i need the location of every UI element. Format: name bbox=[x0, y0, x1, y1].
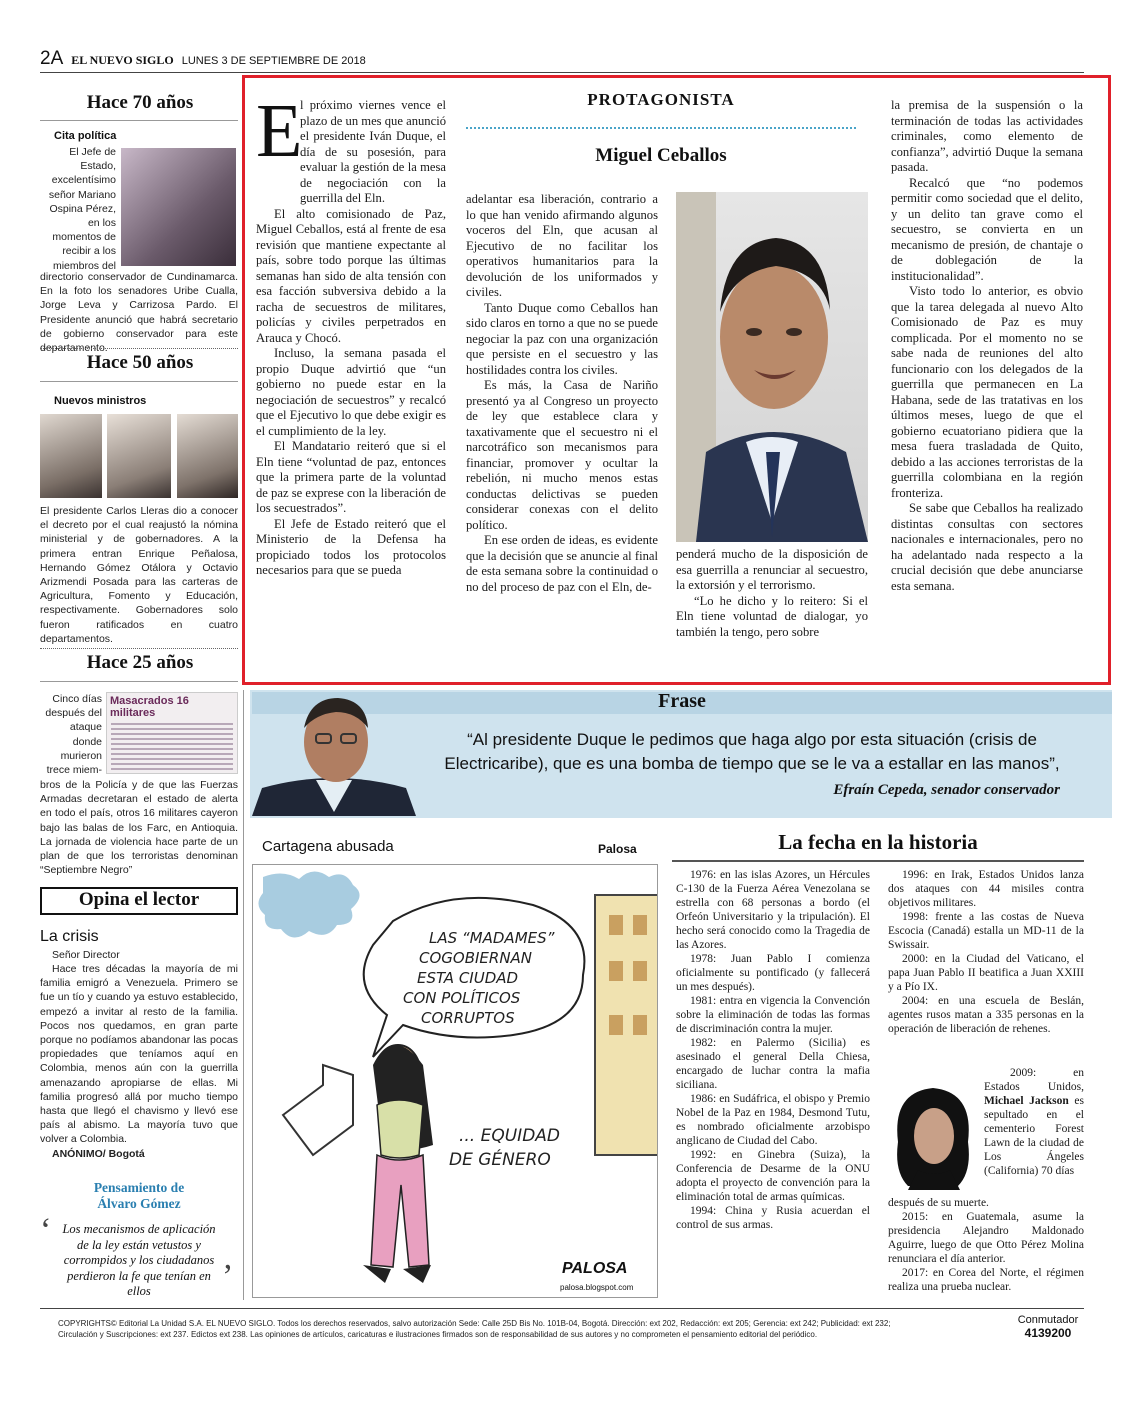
frase-title: Frase bbox=[658, 690, 706, 712]
pensamiento-close-mark: ’ bbox=[222, 1258, 234, 1295]
historia-col-1 bbox=[676, 868, 870, 1232]
h25-clip-title: Masacrados 16 militares bbox=[110, 695, 189, 719]
historia-1992: 1992: en Ginebra (Suiza), la Conferencia de Desarme de la ONU adopta el proyecto de convención para la eliminación total de armas químicas. bbox=[676, 1149, 870, 1203]
h70-title: Hace 70 años bbox=[86, 92, 194, 113]
pensamiento-title-2: Álvaro Gómez bbox=[97, 1196, 181, 1211]
historia-2009-end: después de su muerte. bbox=[888, 1197, 989, 1209]
protagonista-p1-1: l próximo viernes vence el plazo de un mes que anunció el presidente Iván Duque, el día de su posesión, para evaluar la gestión de la mesa de negociación con la guerrilla del Eln. bbox=[300, 98, 446, 205]
cartoon-artist: Palosa bbox=[598, 842, 637, 856]
historia-1986: 1986: en Sudáfrica, el obispo y Premio Nobel de la Paz en 1984, Desmond Tutu, es nombrado oficialmente arzobispo anglicano de Ciudad del Cabo. bbox=[676, 1093, 870, 1147]
h50-subtitle: Nuevos ministros bbox=[54, 395, 147, 407]
historia-2017: 2017: en Corea del Norte, el régimen realiza una prueba nuclear. bbox=[888, 1267, 1084, 1293]
historia-2015: 2015: en Guatemala, asume la presidencia Alejandro Maldonado Aguirre, luego de que Otto Pérez Molina renunciara el día anterior. bbox=[888, 1211, 1084, 1265]
cartoon-frame bbox=[252, 864, 658, 1298]
historia-1996: 1996: en Irak, Estados Unidos lanza dos ataques con 44 misiles contra objetivos militares. bbox=[888, 869, 1084, 909]
protagonista-p1-4: El Mandatario reiteró que si el Eln tiene “voluntad de paz, entonces que la primera parte de la voluntad de paz se exprese con la liberación de los secuestrados”. bbox=[256, 439, 446, 515]
footer-switch-label: Conmutador bbox=[1017, 1314, 1079, 1326]
pensamiento-quote: Los mecanismos de aplicación de la ley están vetustos y corrompidos y los ciudadanos perdieron la fe que tenían en ellos bbox=[62, 1222, 216, 1298]
cartoon-signature: PALOSA bbox=[562, 1260, 628, 1277]
protagonista-col-2 bbox=[466, 192, 658, 595]
header-rule bbox=[40, 72, 1084, 73]
protagonista-p2-3: Es más, la Casa de Nariño presentó ya al Congreso un proyecto de ley que establece clara y taxativamente que el secuestro ni el narcotráfico son mecanismos para financiar, promover y ocultar la rebelión, ni mucho menos estas conductas delictivas se pueden considerar conexas con el delito político. bbox=[466, 378, 658, 532]
historia-1982: 1982: en Palermo (Sicilia) es asesinado el general Della Chiesa, encargado de luchar contra la mafia siciliana. bbox=[676, 1037, 870, 1091]
cartoon-caption-text: ... EQUIDAD DE GÉNERO bbox=[449, 1126, 561, 1170]
protagonista-p4-2: Recalcó que “no podemos permitir como sociedad que el delito, y un delito tan grave como el secuestro, se convierta en un mecanismo de presión, de chantaje o de doblegación de la institucionalidad”. bbox=[891, 175, 1083, 283]
h25-text-full: bros de la Policía y de que las Fuerzas Armadas decretaran el estado de alerta en todo el país, otros 16 militares cayeron bajo las balas de los Farc, en Antioquia. La jornada de violencia hace parte de un plan de que los terroristas denominan “Septiembre Negro” bbox=[40, 779, 238, 877]
h70-separator bbox=[40, 348, 238, 349]
footer-rule bbox=[40, 1308, 1084, 1309]
footer-switch bbox=[1012, 1314, 1084, 1340]
protagonista-name: Miguel Ceballos bbox=[595, 145, 727, 166]
historia-1978: 1978: Juan Pablo I comienza oficialmente su pontificado (y fallecerá un mes después). bbox=[676, 953, 870, 993]
ceballos-portrait-icon bbox=[676, 192, 868, 542]
historia-col-2b bbox=[888, 1196, 1084, 1294]
h50-photo-2 bbox=[107, 414, 171, 498]
historia-1981: 1981: entra en vigencia la Convención sobre la eliminación de todas las formas de discriminación contra la mujer. bbox=[676, 995, 870, 1035]
historia-2009-pre: 2009: en Estados Unidos, bbox=[984, 1067, 1084, 1093]
h50-separator bbox=[40, 648, 238, 649]
pensamiento-title bbox=[40, 1180, 238, 1212]
protagonista-col-3 bbox=[676, 547, 868, 640]
lector-salutation: Señor Director bbox=[52, 949, 120, 961]
protagonista-p1-2: El alto comisionado de Paz, Miguel Ceballos, está al frente de esa revisión que mantiene expectante al país, sobre todo porque las últimas semanas han sido de alta tensión con esa facción subversiva debido a la racha de secuestros de militares, policías y civiles perpetrados en Arauca y Chocó. bbox=[256, 206, 446, 345]
protagonista-col-1 bbox=[256, 89, 446, 579]
page-header bbox=[40, 48, 1084, 74]
protagonista-p3-2: “Lo he dicho y lo reitero: Si el Eln tiene voluntad de dialogar, yo también la tengo, pero sobre bbox=[676, 593, 868, 639]
pensamiento-open-mark: ‘ bbox=[40, 1212, 52, 1249]
protagonista-p4-1: la premisa de la suspensión o la terminación de todas las actividades criminales, como elemento de confianza”, advirtió Duque la semana pasada. bbox=[891, 98, 1083, 174]
h25-clip-lines bbox=[111, 723, 233, 774]
cepeda-photo bbox=[252, 688, 416, 816]
protagonista-p3-1: penderá mucho de la disposición de esa guerrilla a renunciar al secuestro, la extorsión y el terrorismo. bbox=[676, 547, 868, 592]
issue-date: LUNES 3 DE SEPTIEMBRE DE 2018 bbox=[181, 55, 366, 67]
newspaper-name: EL NUEVO SIGLO bbox=[71, 53, 174, 67]
historia-1976: 1976: en las islas Azores, un Hércules C-130 de la Fuerza Aérea Venezolana se estrella con 68 personas a bordo (el Orfeón Universitario y la tripulación). El hecho será conocido como la Tragedia de las Azores. bbox=[676, 869, 870, 951]
historia-2004: 2004: en una escuela de Beslán, agentes rusos matan a 335 personas en la operación de liberación de rehenes. bbox=[888, 995, 1084, 1035]
protagonista-p1-5: El Jefe de Estado reiteró que el Ministerio de la Defensa ha propiciado todos los protocolos necesarios para que se pueda bbox=[256, 516, 446, 577]
historia-1998: 1998: frente a las costas de Nueva Escocia (Canadá) estalla un MD-11 de la Swissair. bbox=[888, 911, 1084, 951]
protagonista-section: PROTAGONISTA bbox=[587, 90, 735, 109]
jackson-photo bbox=[888, 1082, 978, 1190]
historia-title: La fecha en la historia bbox=[778, 830, 978, 854]
cepeda-portrait-icon bbox=[252, 688, 416, 816]
footer-text bbox=[58, 1318, 1018, 1340]
h70-rule bbox=[40, 120, 238, 121]
protagonista-col-4 bbox=[891, 98, 1083, 594]
page-number: 2A bbox=[40, 48, 64, 69]
lector-headline: La crisis bbox=[40, 928, 99, 945]
jackson-portrait-icon bbox=[888, 1082, 978, 1190]
cartoon-url: palosa.blogspot.com bbox=[560, 1283, 634, 1292]
historia-2009-name: Michael Jackson bbox=[984, 1095, 1069, 1107]
historia-2009 bbox=[984, 1066, 1084, 1178]
historia-rule bbox=[672, 860, 1084, 862]
h70-subtitle: Cita política bbox=[54, 130, 117, 142]
pensamiento-title-1: Pensamiento de bbox=[93, 1180, 185, 1195]
h25-clipping bbox=[106, 692, 238, 774]
frase-author: Efraín Cepeda, senador conservador bbox=[833, 782, 1060, 798]
h70-photo bbox=[121, 148, 236, 266]
lector-title: Opina el lector bbox=[78, 889, 200, 910]
h25-title: Hace 25 años bbox=[86, 652, 194, 673]
protagonista-p4-3: Visto todo lo anterior, es obvio que la tarea delegada al nuevo Alto Comisionado de Paz es muy complicada. Por el momento no se sabe nada de reuniones del alto funcionario con los delegados de la guerrilla que permanecen en La Habana, sede de las tratativas en los últimos meses, luego de que el gobierno ecuatoriano pidiera que la mesa fuera trasladada de Quito, debido a las acciones terroristas de la guerrilla colombiana en la región fronteriza. bbox=[891, 284, 1083, 500]
lector-signature: ANÓNIMO/ Bogotá bbox=[52, 1148, 145, 1160]
protagonista-dotline bbox=[466, 127, 856, 129]
h50-photo-1 bbox=[40, 414, 102, 498]
h50-title: Hace 50 años bbox=[86, 352, 194, 373]
protagonista-dropcap: E bbox=[256, 89, 303, 173]
footer-line-1: COPYRIGHTS© Editorial La Unidad S.A. EL NUEVO SIGLO. Todos los derechos reservados, salvo autorización Sede: Calle 25D Bis No. 101B-04, Bogotá. Dirección: ext 202, Redacción: ext 205; Gerencia: ext 242; Publicidad: ext 232; bbox=[58, 1319, 891, 1328]
lector-text: Hace tres décadas la mayoría de mi familia emigró a Venezuela. Primero se fue un tío y cuando ya estuvo establecido, empezó a invitar al resto de la familia. Pocos nos quedamos, en gran parte porque no podíamos abandonar las pocas propiedades que teníamos aquí en Colombia, menos aún con la guerrilla amenazando apropiarse de ellas. Mi familia progresó allá por mucho tiempo hasta que llegó el chavismo y llevó ese país al abismo. La mayoría tuvo que volver a Colombia. bbox=[40, 963, 238, 1146]
sidebar-divider bbox=[243, 690, 244, 1300]
h50-text: El presidente Carlos Lleras dio a conocer el decreto por el cual reajustó la nómina ministerial y de gobernadores. A la primera entran Enrique Peñalosa, Hernando Gómez Otálora y Octavio Arizmendi Posada para las carteras de Agricultura, Fomento y Educación, respectivamente. Gobernadores solo fueron ratificados en cuatro departamentos. bbox=[40, 505, 238, 645]
protagonista-p2-2: Tanto Duque como Ceballos han sido claros en torno a que no se puede negociar la paz con una organización que persiste en el secuestro y las hostilidades contra los civiles. bbox=[466, 300, 658, 377]
h25-text-wrap: Cinco días después del ataque donde murieron trece miem- bbox=[45, 693, 102, 777]
h50-photo-3 bbox=[177, 414, 238, 498]
historia-2000: 2000: en la Ciudad del Vaticano, el papa Juan Pablo II beatifica a Juan XXIII y a Pío IX. bbox=[888, 953, 1084, 993]
protagonista-p2-1: adelantar esa liberación, contrario a lo que han venido afirmando algunos voceros del Eln, que acusan al Ejecutivo de no facilitar los operativos humanitarios para la devolución de los uniformados y civiles. bbox=[466, 192, 658, 299]
protagonista-p4-4: Se sabe que Ceballos ha realizado distintas consultas con sectores nacionales e internacionales, pero no ha adelantado nada respecto a la crucial decisión que debe anunciarse esta semana. bbox=[891, 501, 1083, 593]
ceballos-photo bbox=[676, 192, 868, 542]
cartoon-title: Cartagena abusada bbox=[262, 838, 394, 855]
footer-line-2: Circulación y Suscripciones: ext 237. Edictos ext 238. Las opiniones de artículos, caricaturas e ilustraciones firmados son de responsabilidad de sus autores y no comprometen el pensamiento editorial del periódico. bbox=[58, 1330, 818, 1339]
cartoon-drawing-icon bbox=[253, 865, 658, 1298]
h50-rule bbox=[40, 381, 238, 382]
historia-1994: 1994: China y Rusia acuerdan el control de sus armas. bbox=[676, 1205, 870, 1231]
protagonista-p2-4: En ese orden de ideas, es evidente que la decisión que se anuncie al final de esta semana sobre la continuidad o no del proceso de paz con el Eln, de- bbox=[466, 533, 658, 594]
protagonista-p1-3: Incluso, la semana pasada el propio Duque advirtió que “un gobierno no puede estar en la negociación de secuestros” y recalcó que el Ejecutivo lo que debe exigir es el cumplimiento de la ley. bbox=[256, 346, 446, 438]
h25-rule bbox=[40, 681, 238, 682]
footer-switch-number: 4139200 bbox=[1024, 1326, 1072, 1340]
h70-text-wrap: El Jefe de Estado, excelentísimo señor Mariano Ospina Pérez, en los momentos de recibir a los miembros del bbox=[48, 146, 116, 272]
historia-col-2a bbox=[888, 868, 1084, 1036]
cartoon-bubble-text: LAS “MADAMES” COGOBIERNAN ESTA CIUDAD CON POLÍTICOS CORRUPTOS bbox=[403, 929, 555, 1027]
historia-2009-post: es sepultado en el cementerio Forest Lawn de la ciudad de Los Ángeles (California) 70 días bbox=[984, 1095, 1084, 1177]
frase-quote: “Al presidente Duque le pedimos que haga algo por esta situación (crisis de Electricaribe), que es una bomba de tiempo que se le va a estallar en las manos”, bbox=[444, 730, 1060, 773]
h70-text-full: directorio conservador de Cundinamarca. En la foto los senadores Uribe Cualla, Jorge Leva y Carrizosa Pardo. El Presidente anunció que habrá secretario de gobierno conservador para este departamento. bbox=[40, 271, 238, 355]
